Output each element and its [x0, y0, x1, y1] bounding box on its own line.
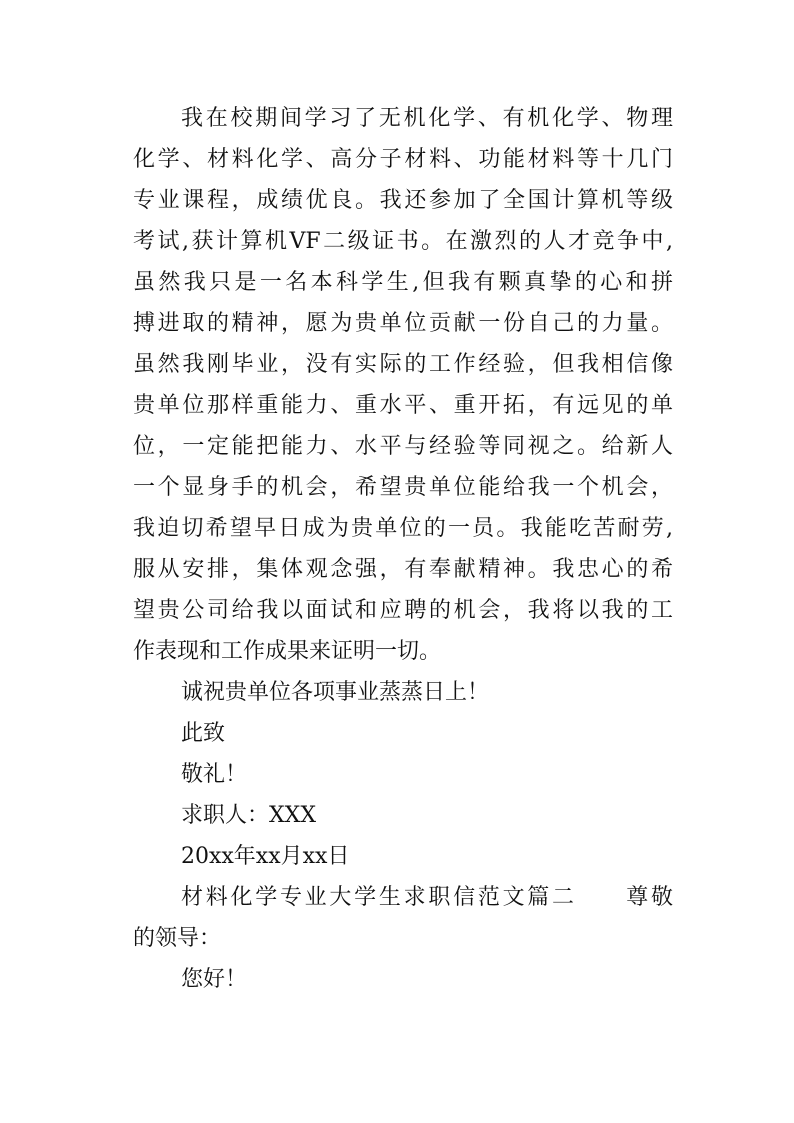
paragraph-line: 一个显身手的机会，希望贵单位能给我一个机会，: [133, 475, 673, 500]
paragraph-line: 虽然我刚毕业，没有实际的工作经验，但我相信像: [133, 352, 673, 377]
next-section-title-cont: 的领导：: [133, 926, 222, 951]
paragraph-line: 考试,获计算机VF二级证书。在激烈的人才竞争中,: [133, 229, 673, 254]
paragraph-line: 服从安排，集体观念强，有奉献精神。我忠心的希: [133, 557, 673, 582]
wish-line: 诚祝贵单位各项事业蒸蒸日上！: [181, 680, 490, 705]
paragraph-line: 化学、材料化学、高分子材料、功能材料等十几门: [133, 147, 673, 172]
salute-line: 敬礼！: [181, 762, 248, 787]
paragraph-line: 贵单位那样重能力、重水平、重开拓，有远见的单: [133, 393, 673, 418]
paragraph-line: 虽然我只是一名本科学生,但我有颗真挚的心和拼: [133, 270, 673, 295]
paragraph-line: 位，一定能把能力、水平与经验等同视之。给新人: [133, 434, 673, 459]
signer-line: 求职人：XXX: [181, 803, 316, 828]
paragraph-line: 望贵公司给我以面试和应聘的机会，我将以我的工: [133, 598, 673, 623]
greeting-line: 您好！: [181, 967, 248, 992]
paragraph-line: 搏进取的精神，愿为贵单位贡献一份自己的力量。: [133, 311, 673, 336]
letter-body: [133, 98, 673, 1000]
paragraph-line: 作表现和工作成果来证明一切。: [133, 639, 442, 664]
paragraph-line: 我在校期间学习了无机化学、有机化学、物理: [181, 106, 673, 131]
paragraph-line: 专业课程，成绩优良。我还参加了全国计算机等级: [133, 188, 673, 213]
date-line: 20xx年xx月xx日: [181, 844, 350, 869]
paragraph-line: 我迫切希望早日成为贵单位的一员。我能吃苦耐劳,: [133, 516, 673, 541]
closing-line: 此致: [181, 721, 226, 746]
next-section-title: 材料化学专业大学生求职信范文篇二 尊敬: [181, 885, 673, 910]
